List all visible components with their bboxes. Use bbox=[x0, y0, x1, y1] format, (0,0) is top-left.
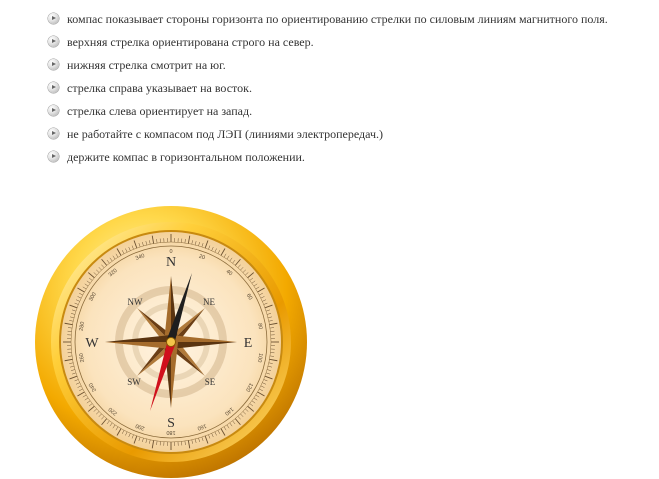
intercardinal-sw: SW bbox=[127, 377, 141, 387]
list-item bbox=[48, 58, 628, 73]
cardinal-e: E bbox=[244, 336, 253, 351]
bullet-icon bbox=[48, 151, 59, 162]
degree-label: 100 bbox=[256, 353, 264, 363]
intercardinal-se: SE bbox=[205, 377, 216, 387]
degree-label: 140 bbox=[223, 406, 234, 417]
degree-label: 240 bbox=[88, 382, 98, 393]
degree-label: 120 bbox=[244, 382, 254, 393]
degree-label: 320 bbox=[108, 268, 119, 279]
list-item bbox=[48, 81, 628, 96]
list-item-text: верхняя стрелка ориентирована строго на север. bbox=[67, 35, 314, 49]
list-item-text: компас показывает стороны горизонта по ориентированию стрелки по силовым линиям магнитного поля. bbox=[67, 12, 608, 26]
list-item bbox=[48, 35, 628, 50]
degree-label: 220 bbox=[108, 406, 119, 417]
intercardinal-nw: NW bbox=[128, 297, 143, 307]
degree-label: 60 bbox=[245, 293, 253, 301]
list-item-text: стрелка справа указывает на восток. bbox=[67, 81, 252, 95]
degree-label: 260 bbox=[79, 353, 87, 363]
degree-label: 160 bbox=[196, 422, 207, 431]
list-item-text: не работайте с компасом под ЛЭП (линиями электропередач.) bbox=[67, 127, 383, 141]
degree-label: 20 bbox=[198, 254, 206, 262]
list-item bbox=[48, 150, 628, 165]
bullet-icon bbox=[48, 82, 59, 93]
bullet-icon bbox=[48, 59, 59, 70]
list-item bbox=[48, 127, 628, 142]
cardinal-n: N bbox=[166, 255, 176, 270]
degree-label: 300 bbox=[88, 292, 98, 303]
degree-label: 180 bbox=[166, 429, 175, 435]
list-item-text: нижняя стрелка смотрит на юг. bbox=[67, 58, 226, 72]
bullet-icon bbox=[48, 105, 59, 116]
bullet-icon bbox=[48, 13, 59, 24]
list-item-text: держите компас в горизонтальном положении. bbox=[67, 150, 305, 164]
degree-label: 0 bbox=[169, 249, 172, 255]
cardinal-s: S bbox=[167, 416, 175, 431]
list-item bbox=[48, 104, 628, 119]
degree-label: 340 bbox=[135, 253, 146, 262]
instruction-list bbox=[48, 12, 628, 173]
degree-label: 80 bbox=[256, 323, 263, 330]
degree-label: 200 bbox=[135, 422, 146, 431]
bullet-icon bbox=[48, 128, 59, 139]
compass-icon bbox=[34, 205, 308, 479]
intercardinal-ne: NE bbox=[203, 297, 215, 307]
cardinal-w: W bbox=[85, 336, 99, 351]
degree-label: 280 bbox=[79, 321, 87, 331]
list-item-text: стрелка слева ориентирует на запад. bbox=[67, 104, 252, 118]
compass-illustration bbox=[34, 205, 308, 479]
bullet-icon bbox=[48, 36, 59, 47]
degree-label: 40 bbox=[225, 269, 234, 278]
list-item bbox=[48, 12, 628, 27]
